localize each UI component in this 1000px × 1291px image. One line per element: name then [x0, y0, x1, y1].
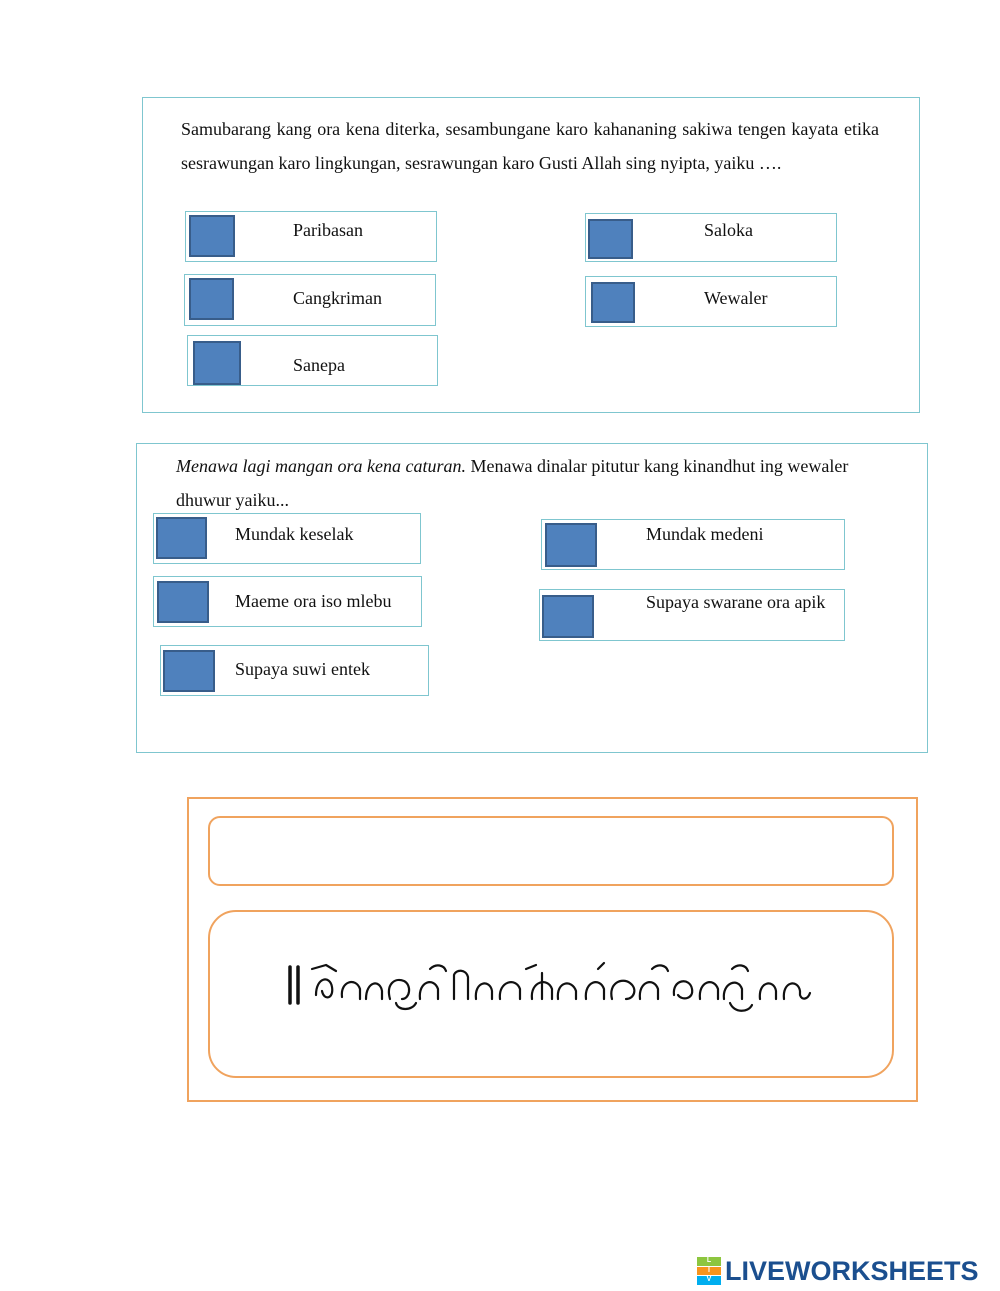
option-saloka[interactable] [585, 213, 837, 262]
option-label: Cangkriman [293, 288, 382, 308]
logo-mark-icon [697, 1257, 721, 1285]
logo-letter: I [697, 1267, 721, 1276]
javanese-script-icon [286, 955, 816, 1015]
question-1-text: Samubarang kang ora kena diterka, sesambungane karo kahananing sakiwa tengen kayata etika sesrawungan karo lingkungan, sesrawungan karo Gusti Allah sing nyipta, yaiku …. [181, 119, 879, 173]
question-2-text [176, 449, 856, 517]
option-checkbox[interactable] [542, 595, 594, 638]
option-supaya-suwi-entek[interactable] [160, 645, 429, 696]
option-label: Supaya swarane ora apik [646, 592, 826, 612]
option-label: Paribasan [293, 220, 363, 240]
option-checkbox[interactable] [193, 341, 241, 385]
option-label: Mundak keselak [235, 524, 354, 544]
option-mundak-keselak[interactable] [153, 513, 421, 564]
option-maeme-ora-iso-mlebu[interactable] [153, 576, 422, 627]
option-sanepa[interactable] [187, 335, 438, 386]
option-label: Saloka [704, 220, 753, 240]
option-checkbox[interactable] [588, 219, 633, 259]
option-label: Maeme ora iso mlebu [235, 591, 392, 611]
question-2-prompt: Menawa dinalar pitutur kang kinandhut ing wewaler dhuwur yaiku... [176, 456, 849, 510]
liveworksheets-logo [697, 1254, 979, 1288]
answer-input[interactable] [208, 816, 894, 886]
option-checkbox[interactable] [157, 581, 209, 623]
option-checkbox[interactable] [189, 215, 235, 257]
option-paribasan[interactable] [185, 211, 437, 262]
option-label: Wewaler [704, 288, 768, 308]
option-label: Supaya suwi entek [235, 659, 370, 679]
question-2-quote: Menawa lagi mangan ora kena caturan. [176, 456, 466, 476]
option-checkbox[interactable] [189, 278, 234, 320]
logo-letter: L [697, 1257, 721, 1266]
option-label: Mundak medeni [646, 524, 764, 544]
option-checkbox[interactable] [545, 523, 597, 567]
logo-letter: V [697, 1276, 721, 1285]
option-checkbox[interactable] [163, 650, 215, 692]
option-checkbox[interactable] [156, 517, 207, 559]
option-checkbox[interactable] [591, 282, 635, 323]
brand-name: LIVEWORKSHEETS [725, 1255, 979, 1286]
option-wewaler[interactable] [585, 276, 837, 327]
option-cangkriman[interactable] [184, 274, 436, 326]
option-mundak-medeni[interactable] [541, 519, 845, 570]
option-supaya-swarane-ora-apik[interactable] [539, 589, 845, 641]
option-label: Sanepa [293, 355, 345, 375]
